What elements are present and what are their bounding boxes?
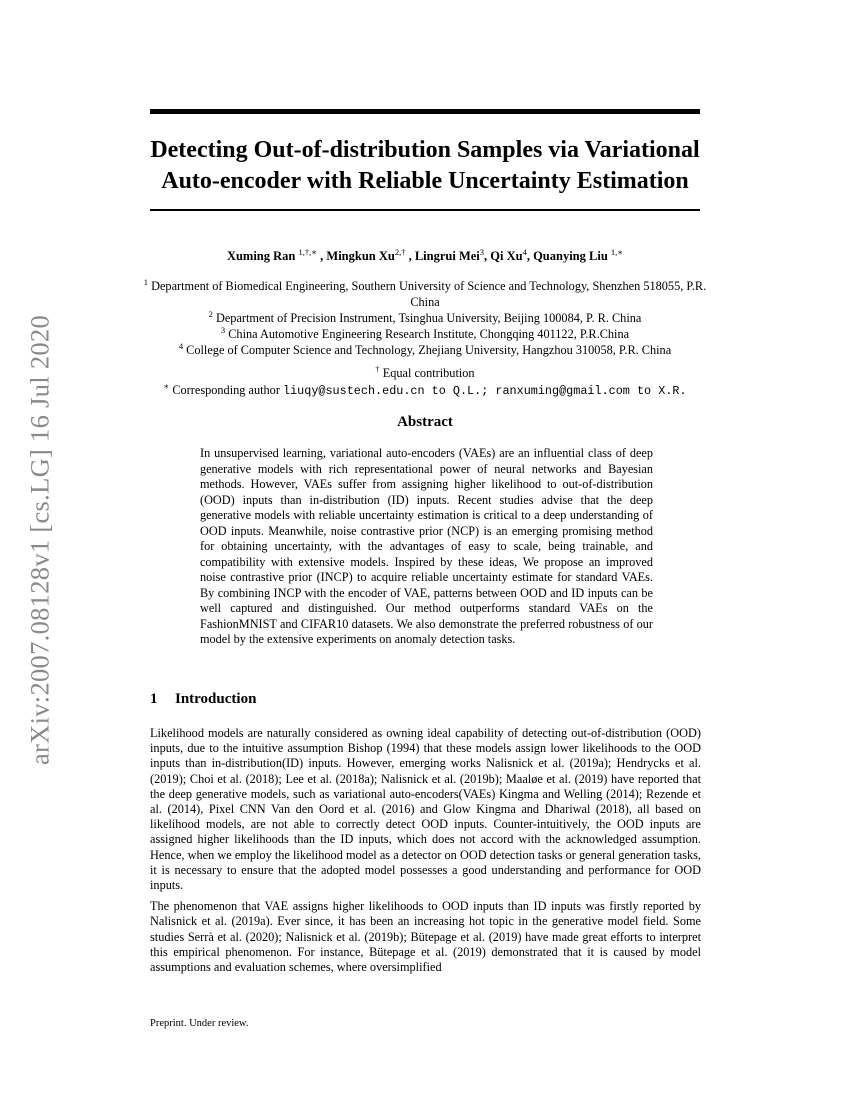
affiliation-marker: 3 bbox=[220, 325, 226, 335]
abstract-heading: Abstract bbox=[397, 414, 453, 430]
author-affil-marker: 1,∗ bbox=[610, 247, 624, 257]
section-heading bbox=[150, 691, 256, 708]
note-text: Corresponding author bbox=[172, 383, 280, 397]
note-text: Equal contribution bbox=[382, 366, 475, 380]
title-top-rule bbox=[150, 109, 700, 114]
author-affil-marker: 1,†,∗ bbox=[298, 247, 318, 257]
affiliation-text: Department of Biomedical Engineering, Southern University of Science and Technology, Shenzhen 518055, P.R. China bbox=[151, 279, 707, 309]
paragraph: Likelihood models are naturally considered as owning ideal capability of detecting out-of-distribution (OOD) inputs, due to the intuitive assumption Bishop (1994) that these models assign lower likelihoods to the OOD inputs than in-distribution(ID) inputs. However, emerging works Nalisnick et al. (2019a); Hendrycks et al. (2019); Choi et al. (2018); Lee et al. (2018a); Nalisnick et al. (2019b); Maaløe et al. (2019) have reported that the deep generative models, such as variational auto-encoders(VAEs) Kingma and Welling (2014); Rezende et al. (2014), Pixel CNN Van den Oord et al. (2016) and Glow Kingma and Dhariwal (2018), all based on likelihood models, are not able to correctly detect OOD inputs. Counter-intuitively, the OOD inputs are assigned higher likelihoods than the ID inputs, which does not accord with the acknowledged assumption. Hence, when we employ the likelihood model as a detector on OOD detection tasks or general generation tasks, it is necessary to ensure that the adopted model possesses a good understanding and performance for OOD inputs. bbox=[150, 726, 701, 893]
affiliation-item bbox=[140, 326, 710, 342]
affiliation-item bbox=[140, 342, 710, 358]
author-name: Qi Xu bbox=[490, 249, 523, 263]
affiliation-list bbox=[140, 278, 710, 358]
arxiv-identifier-stamp: arXiv:2007.08128v1 [cs.LG] 16 Jul 2020 bbox=[24, 314, 55, 766]
corresponding-author-note bbox=[140, 382, 710, 400]
affiliation-marker: 4 bbox=[178, 341, 184, 351]
affiliation-marker: 1 bbox=[143, 277, 149, 287]
affiliation-item bbox=[140, 278, 710, 310]
paper-title: Detecting Out-of-distribution Samples via Variational Auto-encoder with Reliable Uncertainty Estimation bbox=[150, 137, 700, 194]
section-number: 1 bbox=[150, 691, 158, 707]
author-affil-marker: 4 bbox=[522, 247, 527, 257]
note-marker: ∗ bbox=[163, 381, 170, 391]
author-affil-marker: 3 bbox=[479, 247, 485, 257]
affiliation-item bbox=[140, 310, 710, 326]
author-notes bbox=[140, 365, 710, 400]
equal-contribution-note bbox=[140, 365, 710, 382]
affiliation-marker: 2 bbox=[208, 309, 213, 319]
page-footer: Preprint. Under review. bbox=[150, 1018, 249, 1029]
introduction-body bbox=[150, 726, 701, 981]
paragraph: The phenomenon that VAE assigns higher likelihoods to OOD inputs than ID inputs was firstly reported by Nalisnick et al. (2019a). Ever since, it has been an increasing hot topic in the generative model field. Some studies Serrà et al. (2020); Nalisnick et al. (2019b); Bütepage et al. (2019) have made great efforts to interpret this empirical phenomenon. For instance, Bütepage et al. (2019) demonstrated that it is caused by model assumptions and evaluation schemes, where oversimplified bbox=[150, 899, 701, 975]
affiliation-text: Department of Precision Instrument, Tsinghua University, Beijing 100084, P. R. China bbox=[215, 311, 642, 325]
author-list: Xuming Ran $^{1,\dagger,∗}$ , Mingkun $Xu^{2,\dagger}$ , Lingrui Mei$^3$, Qi Xu$^4$, Quanying Liu $^{1,∗}$ bbox=[226, 247, 624, 263]
title-bottom-rule bbox=[150, 209, 700, 211]
author-name: Xuming Ran bbox=[226, 249, 296, 263]
section-title: Introduction bbox=[175, 691, 257, 707]
contact-emails[interactable]: liuqy@sustech.edu.cn to Q.L.; ranxuming@gmail.com to X.R. bbox=[283, 384, 687, 398]
note-marker: † bbox=[375, 364, 380, 374]
affiliation-text: College of Computer Science and Technology, Zhejiang University, Hangzhou 310058, P.R. China bbox=[186, 343, 672, 357]
affiliation-text: China Automotive Engineering Research Institute, Chongqing 401122, P.R.China bbox=[228, 327, 630, 341]
author-name: Lingrui Mei bbox=[414, 249, 480, 263]
author-name: Quanying Liu bbox=[533, 249, 608, 263]
abstract-body: In unsupervised learning, variational auto-encoders (VAEs) are an influential class of deep generative models with rich representational power of neural networks and Bayesian methods. However, VAEs suffer from assigning higher likelihood to out-of-distribution (OOD) inputs than in-distribution (ID) inputs. Recent studies advise that the deep generative models with reliable uncertainty estimation is critical to a deep understanding of OOD inputs. Meanwhile, noise contrastive prior (NCP) is an emerging promising method for obtaining uncertainty, with the advantages of easy to scale, being trainable, and compatibility with extensive models. Inspired by these ideas, We propose an improved noise contrastive prior (INCP) to acquire reliable uncertainty estimate for standard VAEs. By combining INCP with the encoder of VAE, patterns between OOD and ID inputs can be well captured and distinguished. Our method outperforms standard VAEs on the FashionMNIST and CIFAR10 datasets. We also demonstrate the preferred robustness of our model by the extensive experiments on anomaly detection tasks. bbox=[200, 446, 653, 646]
author-name: Mingkun Xu bbox=[326, 249, 395, 263]
author-affil-marker: 2,† bbox=[394, 247, 406, 257]
